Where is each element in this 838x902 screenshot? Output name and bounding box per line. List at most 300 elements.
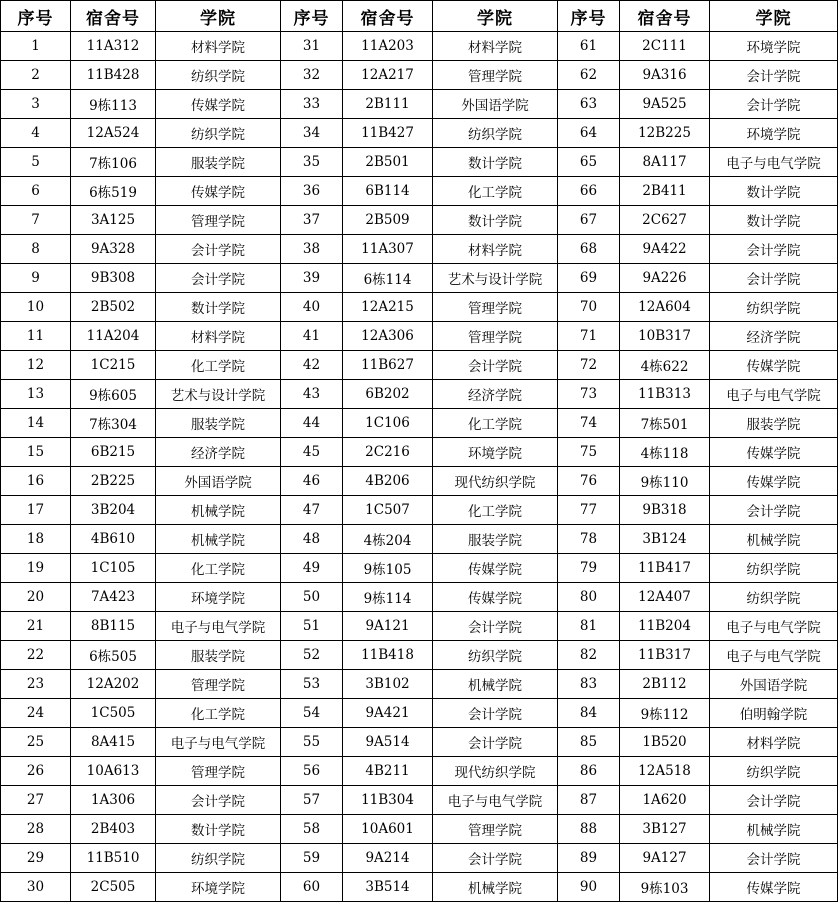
table-row — [1, 148, 838, 177]
table-row — [1, 119, 838, 148]
index-cell: 85 — [558, 728, 620, 757]
college-cell: 数计学院 — [156, 293, 281, 322]
table-row — [1, 32, 838, 61]
table-row — [1, 873, 838, 902]
room-cell: 6B114 — [343, 177, 433, 206]
table-row — [1, 380, 838, 409]
college-cell: 外国语学院 — [433, 90, 558, 119]
college-cell: 管理学院 — [156, 206, 281, 235]
college-cell: 服装学院 — [156, 148, 281, 177]
room-cell: 6栋519 — [71, 177, 156, 206]
college-cell: 传媒学院 — [433, 583, 558, 612]
table-row — [1, 177, 838, 206]
header-room-1: 宿舍号 — [71, 1, 156, 32]
college-cell: 电子与电气学院 — [710, 380, 838, 409]
index-cell: 42 — [281, 351, 343, 380]
index-cell: 65 — [558, 148, 620, 177]
index-cell: 58 — [281, 815, 343, 844]
college-cell: 管理学院 — [433, 322, 558, 351]
room-cell: 2B501 — [343, 148, 433, 177]
index-cell: 1 — [1, 32, 71, 61]
room-cell: 9A525 — [620, 90, 710, 119]
index-cell: 26 — [1, 757, 71, 786]
header-room-3: 宿舍号 — [620, 1, 710, 32]
room-cell: 2C216 — [343, 438, 433, 467]
room-cell: 9A214 — [343, 844, 433, 873]
college-cell: 电子与电气学院 — [156, 612, 281, 641]
table-row — [1, 728, 838, 757]
index-cell: 37 — [281, 206, 343, 235]
college-cell: 机械学院 — [710, 525, 838, 554]
index-cell: 76 — [558, 467, 620, 496]
index-cell: 61 — [558, 32, 620, 61]
room-cell: 2B502 — [71, 293, 156, 322]
header-row — [1, 1, 838, 32]
college-cell: 化工学院 — [156, 554, 281, 583]
index-cell: 59 — [281, 844, 343, 873]
index-cell: 17 — [1, 496, 71, 525]
college-cell: 电子与电气学院 — [433, 786, 558, 815]
college-cell: 化工学院 — [156, 351, 281, 380]
room-cell: 9栋103 — [620, 873, 710, 902]
header-college-3: 学院 — [710, 1, 838, 32]
college-cell: 服装学院 — [710, 409, 838, 438]
room-cell: 3B102 — [343, 670, 433, 699]
college-cell: 艺术与设计学院 — [433, 264, 558, 293]
college-cell: 材料学院 — [433, 235, 558, 264]
table-row — [1, 525, 838, 554]
index-cell: 21 — [1, 612, 71, 641]
index-cell: 22 — [1, 641, 71, 670]
index-cell: 80 — [558, 583, 620, 612]
room-cell: 2B411 — [620, 177, 710, 206]
index-cell: 11 — [1, 322, 71, 351]
college-cell: 机械学院 — [156, 496, 281, 525]
room-cell: 11B510 — [71, 844, 156, 873]
table-row — [1, 235, 838, 264]
index-cell: 5 — [1, 148, 71, 177]
index-cell: 16 — [1, 467, 71, 496]
room-cell: 12A407 — [620, 583, 710, 612]
room-cell: 11B417 — [620, 554, 710, 583]
college-cell: 外国语学院 — [156, 467, 281, 496]
room-cell: 9栋110 — [620, 467, 710, 496]
room-cell: 10A601 — [343, 815, 433, 844]
college-cell: 环境学院 — [156, 583, 281, 612]
index-cell: 15 — [1, 438, 71, 467]
room-cell: 11B304 — [343, 786, 433, 815]
index-cell: 8 — [1, 235, 71, 264]
room-cell: 11A203 — [343, 32, 433, 61]
room-cell: 9B308 — [71, 264, 156, 293]
room-cell: 1A306 — [71, 786, 156, 815]
college-cell: 传媒学院 — [710, 467, 838, 496]
room-cell: 9栋605 — [71, 380, 156, 409]
college-cell: 会计学院 — [156, 786, 281, 815]
college-cell: 纺织学院 — [710, 583, 838, 612]
college-cell: 材料学院 — [156, 32, 281, 61]
index-cell: 13 — [1, 380, 71, 409]
room-cell: 1C105 — [71, 554, 156, 583]
college-cell: 数计学院 — [433, 148, 558, 177]
college-cell: 传媒学院 — [710, 351, 838, 380]
college-cell: 传媒学院 — [433, 554, 558, 583]
college-cell: 经济学院 — [156, 438, 281, 467]
college-cell: 会计学院 — [433, 351, 558, 380]
college-cell: 数计学院 — [710, 206, 838, 235]
college-cell: 纺织学院 — [156, 61, 281, 90]
college-cell: 纺织学院 — [156, 844, 281, 873]
index-cell: 79 — [558, 554, 620, 583]
index-cell: 25 — [1, 728, 71, 757]
college-cell: 传媒学院 — [710, 873, 838, 902]
room-cell: 1C215 — [71, 351, 156, 380]
room-cell: 11A204 — [71, 322, 156, 351]
index-cell: 28 — [1, 815, 71, 844]
room-cell: 6B202 — [343, 380, 433, 409]
index-cell: 38 — [281, 235, 343, 264]
college-cell: 会计学院 — [710, 61, 838, 90]
college-cell: 环境学院 — [710, 32, 838, 61]
room-cell: 12B225 — [620, 119, 710, 148]
room-cell: 1C106 — [343, 409, 433, 438]
room-cell: 9栋114 — [343, 583, 433, 612]
index-cell: 87 — [558, 786, 620, 815]
room-cell: 8B115 — [71, 612, 156, 641]
room-cell: 2B111 — [343, 90, 433, 119]
college-cell: 伯明翰学院 — [710, 699, 838, 728]
table-row — [1, 815, 838, 844]
index-cell: 88 — [558, 815, 620, 844]
table-row — [1, 206, 838, 235]
room-cell: 12A518 — [620, 757, 710, 786]
index-cell: 51 — [281, 612, 343, 641]
college-cell: 会计学院 — [433, 728, 558, 757]
index-cell: 52 — [281, 641, 343, 670]
room-cell: 12A217 — [343, 61, 433, 90]
college-cell: 传媒学院 — [156, 177, 281, 206]
index-cell: 7 — [1, 206, 71, 235]
room-cell: 10A613 — [71, 757, 156, 786]
index-cell: 69 — [558, 264, 620, 293]
room-cell: 9A226 — [620, 264, 710, 293]
room-cell: 12A524 — [71, 119, 156, 148]
table-row — [1, 293, 838, 322]
table-row — [1, 583, 838, 612]
index-cell: 4 — [1, 119, 71, 148]
header-college-1: 学院 — [156, 1, 281, 32]
index-cell: 23 — [1, 670, 71, 699]
room-cell: 2C627 — [620, 206, 710, 235]
room-cell: 9A514 — [343, 728, 433, 757]
room-cell: 4B610 — [71, 525, 156, 554]
table-row — [1, 264, 838, 293]
room-cell: 12A202 — [71, 670, 156, 699]
room-cell: 7栋106 — [71, 148, 156, 177]
header-college-2: 学院 — [433, 1, 558, 32]
index-cell: 86 — [558, 757, 620, 786]
room-cell: 11B204 — [620, 612, 710, 641]
room-cell: 1C507 — [343, 496, 433, 525]
room-cell: 9A421 — [343, 699, 433, 728]
college-cell: 传媒学院 — [156, 90, 281, 119]
table-row — [1, 554, 838, 583]
college-cell: 电子与电气学院 — [710, 148, 838, 177]
room-cell: 11B627 — [343, 351, 433, 380]
index-cell: 54 — [281, 699, 343, 728]
college-cell: 会计学院 — [710, 235, 838, 264]
index-cell: 40 — [281, 293, 343, 322]
room-cell: 11B427 — [343, 119, 433, 148]
index-cell: 84 — [558, 699, 620, 728]
index-cell: 64 — [558, 119, 620, 148]
room-cell: 2B112 — [620, 670, 710, 699]
table-row — [1, 351, 838, 380]
room-cell: 1C505 — [71, 699, 156, 728]
college-cell: 管理学院 — [156, 670, 281, 699]
header-index-3: 序号 — [558, 1, 620, 32]
index-cell: 46 — [281, 467, 343, 496]
college-cell: 服装学院 — [156, 409, 281, 438]
table-row — [1, 61, 838, 90]
index-cell: 74 — [558, 409, 620, 438]
index-cell: 14 — [1, 409, 71, 438]
room-cell: 9A127 — [620, 844, 710, 873]
college-cell: 化工学院 — [433, 409, 558, 438]
table-row — [1, 786, 838, 815]
room-cell: 4栋622 — [620, 351, 710, 380]
room-cell: 11B428 — [71, 61, 156, 90]
college-cell: 电子与电气学院 — [710, 641, 838, 670]
room-cell: 12A215 — [343, 293, 433, 322]
index-cell: 83 — [558, 670, 620, 699]
room-cell: 2C505 — [71, 873, 156, 902]
index-cell: 34 — [281, 119, 343, 148]
index-cell: 41 — [281, 322, 343, 351]
index-cell: 50 — [281, 583, 343, 612]
index-cell: 89 — [558, 844, 620, 873]
index-cell: 31 — [281, 32, 343, 61]
index-cell: 90 — [558, 873, 620, 902]
index-cell: 68 — [558, 235, 620, 264]
index-cell: 9 — [1, 264, 71, 293]
index-cell: 81 — [558, 612, 620, 641]
college-cell: 服装学院 — [156, 641, 281, 670]
college-cell: 会计学院 — [156, 264, 281, 293]
college-cell: 现代纺织学院 — [433, 467, 558, 496]
college-cell: 机械学院 — [433, 670, 558, 699]
index-cell: 30 — [1, 873, 71, 902]
table-row — [1, 90, 838, 119]
index-cell: 24 — [1, 699, 71, 728]
table-row — [1, 612, 838, 641]
college-cell: 材料学院 — [433, 32, 558, 61]
college-cell: 会计学院 — [710, 496, 838, 525]
room-cell: 6栋114 — [343, 264, 433, 293]
index-cell: 20 — [1, 583, 71, 612]
college-cell: 艺术与设计学院 — [156, 380, 281, 409]
room-cell: 2B225 — [71, 467, 156, 496]
college-cell: 纺织学院 — [433, 641, 558, 670]
college-cell: 化工学院 — [433, 496, 558, 525]
index-cell: 18 — [1, 525, 71, 554]
index-cell: 56 — [281, 757, 343, 786]
index-cell: 35 — [281, 148, 343, 177]
index-cell: 29 — [1, 844, 71, 873]
college-cell: 管理学院 — [156, 757, 281, 786]
college-cell: 会计学院 — [433, 699, 558, 728]
index-cell: 62 — [558, 61, 620, 90]
header-index-1: 序号 — [1, 1, 71, 32]
room-cell: 9栋112 — [620, 699, 710, 728]
table-row — [1, 438, 838, 467]
room-cell: 7A423 — [71, 583, 156, 612]
college-cell: 化工学院 — [156, 699, 281, 728]
room-cell: 3B127 — [620, 815, 710, 844]
room-cell: 2C111 — [620, 32, 710, 61]
room-cell: 12A306 — [343, 322, 433, 351]
college-cell: 会计学院 — [710, 264, 838, 293]
college-cell: 外国语学院 — [710, 670, 838, 699]
college-cell: 环境学院 — [156, 873, 281, 902]
room-cell: 9栋113 — [71, 90, 156, 119]
room-cell: 7栋304 — [71, 409, 156, 438]
room-cell: 3A125 — [71, 206, 156, 235]
index-cell: 47 — [281, 496, 343, 525]
room-cell: 8A415 — [71, 728, 156, 757]
table-row — [1, 844, 838, 873]
college-cell: 会计学院 — [433, 844, 558, 873]
index-cell: 19 — [1, 554, 71, 583]
room-cell: 11A307 — [343, 235, 433, 264]
college-cell: 经济学院 — [710, 322, 838, 351]
college-cell: 管理学院 — [433, 61, 558, 90]
table-body — [1, 32, 838, 902]
room-cell: 3B204 — [71, 496, 156, 525]
header-index-2: 序号 — [281, 1, 343, 32]
table-row — [1, 322, 838, 351]
room-cell: 9A422 — [620, 235, 710, 264]
table-row — [1, 757, 838, 786]
college-cell: 材料学院 — [156, 322, 281, 351]
college-cell: 纺织学院 — [433, 119, 558, 148]
college-cell: 管理学院 — [433, 815, 558, 844]
table-row — [1, 670, 838, 699]
room-cell: 4B206 — [343, 467, 433, 496]
index-cell: 60 — [281, 873, 343, 902]
college-cell: 化工学院 — [433, 177, 558, 206]
index-cell: 49 — [281, 554, 343, 583]
index-cell: 27 — [1, 786, 71, 815]
college-cell: 环境学院 — [710, 119, 838, 148]
index-cell: 57 — [281, 786, 343, 815]
room-cell: 12A604 — [620, 293, 710, 322]
index-cell: 67 — [558, 206, 620, 235]
index-cell: 53 — [281, 670, 343, 699]
college-cell: 机械学院 — [156, 525, 281, 554]
room-cell: 1A620 — [620, 786, 710, 815]
college-cell: 材料学院 — [710, 728, 838, 757]
college-cell: 服装学院 — [433, 525, 558, 554]
index-cell: 73 — [558, 380, 620, 409]
college-cell: 现代纺织学院 — [433, 757, 558, 786]
index-cell: 3 — [1, 90, 71, 119]
index-cell: 78 — [558, 525, 620, 554]
college-cell: 数计学院 — [156, 815, 281, 844]
room-cell: 10B317 — [620, 322, 710, 351]
index-cell: 12 — [1, 351, 71, 380]
college-cell: 数计学院 — [433, 206, 558, 235]
room-cell: 9A121 — [343, 612, 433, 641]
table-row — [1, 409, 838, 438]
table-row — [1, 467, 838, 496]
room-cell: 9栋105 — [343, 554, 433, 583]
index-cell: 6 — [1, 177, 71, 206]
index-cell: 72 — [558, 351, 620, 380]
college-cell: 机械学院 — [433, 873, 558, 902]
room-cell: 8A117 — [620, 148, 710, 177]
college-cell: 会计学院 — [710, 90, 838, 119]
room-cell: 11B418 — [343, 641, 433, 670]
room-cell: 11B317 — [620, 641, 710, 670]
room-cell: 9A316 — [620, 61, 710, 90]
room-cell: 4栋118 — [620, 438, 710, 467]
room-cell: 9B318 — [620, 496, 710, 525]
college-cell: 传媒学院 — [710, 438, 838, 467]
college-cell: 经济学院 — [433, 380, 558, 409]
room-cell: 7栋501 — [620, 409, 710, 438]
index-cell: 75 — [558, 438, 620, 467]
index-cell: 36 — [281, 177, 343, 206]
index-cell: 63 — [558, 90, 620, 119]
room-cell: 4B211 — [343, 757, 433, 786]
index-cell: 32 — [281, 61, 343, 90]
table-row — [1, 699, 838, 728]
college-cell: 环境学院 — [433, 438, 558, 467]
room-cell: 11B313 — [620, 380, 710, 409]
college-cell: 会计学院 — [156, 235, 281, 264]
index-cell: 82 — [558, 641, 620, 670]
room-cell: 6栋505 — [71, 641, 156, 670]
college-cell: 会计学院 — [710, 844, 838, 873]
table-row — [1, 496, 838, 525]
room-cell: 1B520 — [620, 728, 710, 757]
index-cell: 66 — [558, 177, 620, 206]
index-cell: 33 — [281, 90, 343, 119]
index-cell: 2 — [1, 61, 71, 90]
table-row — [1, 641, 838, 670]
college-cell: 机械学院 — [710, 815, 838, 844]
college-cell: 数计学院 — [710, 177, 838, 206]
college-cell: 纺织学院 — [710, 554, 838, 583]
index-cell: 55 — [281, 728, 343, 757]
college-cell: 会计学院 — [433, 612, 558, 641]
room-cell: 3B514 — [343, 873, 433, 902]
college-cell: 电子与电气学院 — [156, 728, 281, 757]
college-cell: 管理学院 — [433, 293, 558, 322]
index-cell: 44 — [281, 409, 343, 438]
room-cell: 3B124 — [620, 525, 710, 554]
index-cell: 77 — [558, 496, 620, 525]
room-cell: 2B403 — [71, 815, 156, 844]
index-cell: 71 — [558, 322, 620, 351]
index-cell: 45 — [281, 438, 343, 467]
college-cell: 纺织学院 — [156, 119, 281, 148]
index-cell: 39 — [281, 264, 343, 293]
room-cell: 4栋204 — [343, 525, 433, 554]
index-cell: 70 — [558, 293, 620, 322]
college-cell: 电子与电气学院 — [710, 612, 838, 641]
